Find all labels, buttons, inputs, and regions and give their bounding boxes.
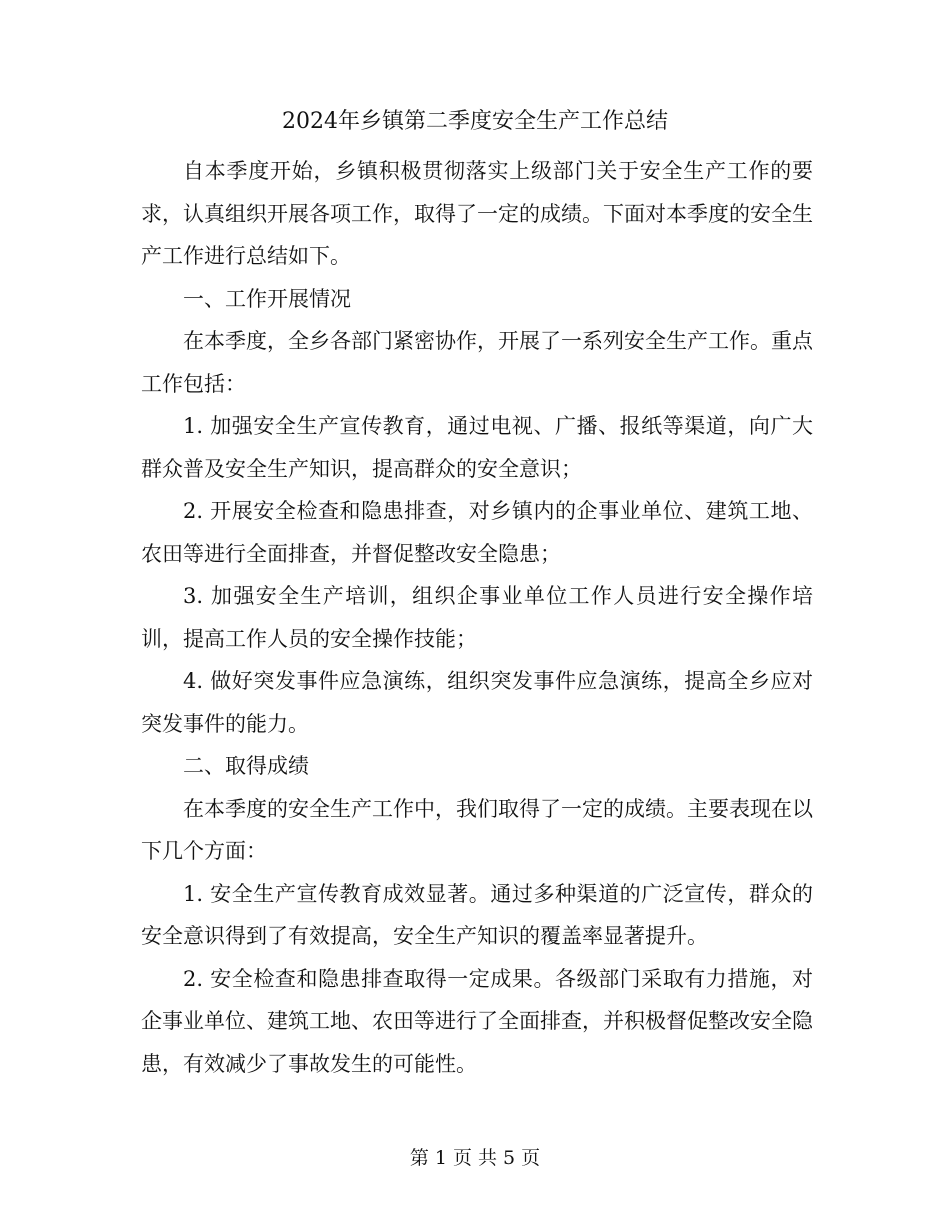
page-number-footer: 第 1 页 共 5 页 — [409, 1147, 541, 1169]
list-item: 3. 加强安全生产培训，组织企事业单位工作人员进行安全操作培训，提高工作人员的安全操作技能； — [141, 584, 813, 651]
document-body — [141, 150, 813, 1085]
list-item: 1. 安全生产宣传教育成效显著。通过多种渠道的广泛宣传，群众的安全意识得到了有效提高，安全生产知识的覆盖率显著提升。 — [141, 881, 813, 948]
paragraph: 在本季度，全乡各部门紧密协作，开展了一系列安全生产工作。重点工作包括： — [141, 329, 813, 396]
list-item: 1. 加强安全生产宣传教育，通过电视、广播、报纸等渠道，向广大群众普及安全生产知识，提高群众的安全意识； — [141, 414, 813, 481]
paragraph: 在本季度的安全生产工作中，我们取得了一定的成绩。主要表现在以下几个方面： — [141, 796, 813, 863]
document-title: 2024年乡镇第二季度安全生产工作总结 — [282, 109, 668, 134]
list-item: 2. 安全检查和隐患排查取得一定成果。各级部门采取有力措施，对企事业单位、建筑工地、农田等进行了全面排查，并积极督促整改安全隐患，有效减少了事故发生的可能性。 — [141, 966, 813, 1076]
intro-paragraph: 自本季度开始，乡镇积极贯彻落实上级部门关于安全生产工作的要求，认真组织开展各项工作，取得了一定的成绩。下面对本季度的安全生产工作进行总结如下。 — [141, 159, 813, 268]
section-heading-achievements: 二、取得成绩 — [183, 754, 309, 778]
section-heading-work-progress: 一、工作开展情况 — [183, 286, 351, 311]
list-item: 2. 开展安全检查和隐患排查，对乡镇内的企事业单位、建筑工地、农田等进行全面排查，并督促整改安全隐患； — [141, 499, 813, 566]
list-item: 4. 做好突发事件应急演练，组织突发事件应急演练，提高全乡应对突发事件的能力。 — [141, 669, 813, 736]
